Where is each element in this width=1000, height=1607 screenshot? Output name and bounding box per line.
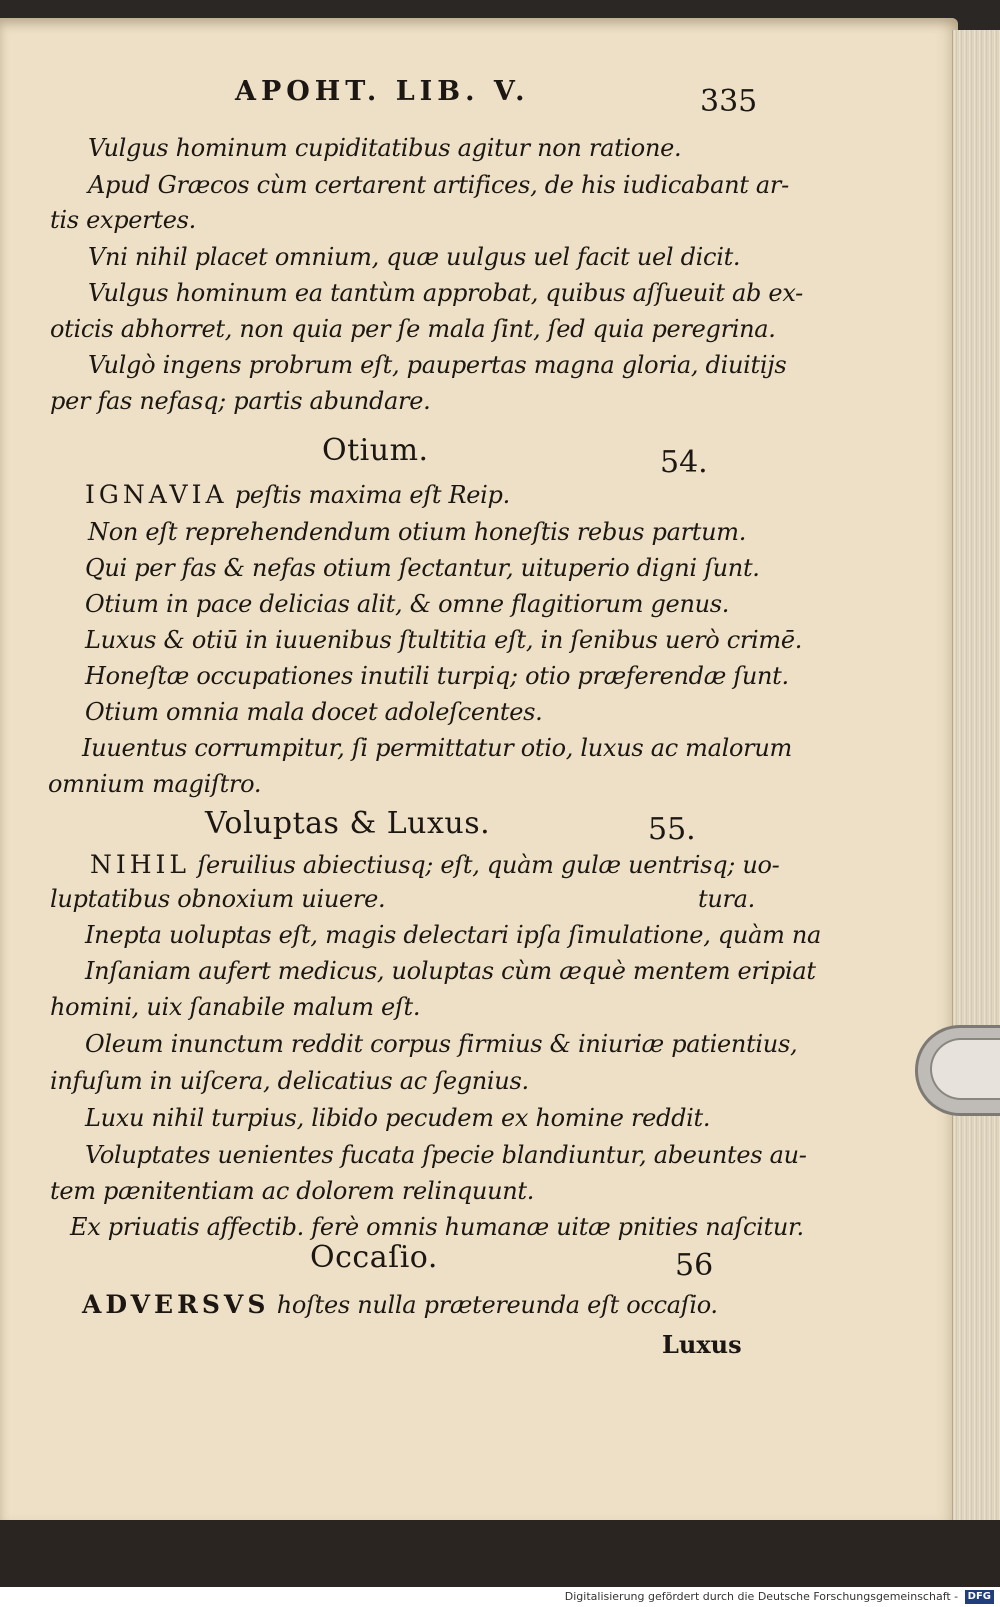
text-line: Vulgò ingens probrum eſt, paupertas magna gloria, diuitijs xyxy=(88,351,787,379)
text-line: Luxu nihil turpius, libido pecudem ex homine reddit. xyxy=(85,1104,711,1132)
section-number: 55. xyxy=(648,812,696,847)
text-line: Qui per fas & nefas otium ſectantur, uituperio digni ſunt. xyxy=(85,554,760,582)
credit-text: Digitalisierung gefördert durch die Deutsche Forschungsgemeinschaft - xyxy=(564,1590,959,1603)
page-number: 335 xyxy=(700,84,758,119)
text-line: Ex priuatis affectib. ferè omnis humanæ uitæ pnities naſcitur. xyxy=(70,1213,804,1241)
text-line: hoſtes nulla prætereunda eſt occaſio. xyxy=(276,1291,718,1319)
section-heading: Otium. xyxy=(322,433,429,468)
section-heading: Occaſio. xyxy=(310,1240,438,1275)
text-line: peſtis maxima eſt Reip. xyxy=(234,481,510,509)
marginal-word: tura. xyxy=(698,885,756,913)
text-line: Vni nihil placet omnium, quæ uulgus uel facit uel dicit. xyxy=(88,243,741,271)
text-line: luptatibus obnoxium uiuere. xyxy=(50,885,386,913)
scan-background xyxy=(0,1520,1000,1587)
page-edges xyxy=(952,30,1000,1520)
text-line: Luxus & otiū in iuuenibus ſtultitia eſt, in ſenibus uerò crimē. xyxy=(85,626,803,654)
text-line: Iuuentus corrumpitur, ſi permittatur otio, luxus ac malorum xyxy=(82,734,792,762)
text-line: Vulgus hominum ea tantùm approbat, quibus aſſueuit ab ex- xyxy=(88,279,803,307)
text-line: per fas nefasq; partis abundare. xyxy=(50,387,431,415)
text-line: Non eſt reprehendendum otium honeſtis rebus partum. xyxy=(88,518,747,546)
text-line: Otium omnia mala docet adoleſcentes. xyxy=(85,698,543,726)
text-line: tis expertes. xyxy=(50,206,196,234)
text-line: Inepta uoluptas eſt, magis delectari ipſa ſimulatione, quàm na xyxy=(85,921,822,949)
text-line: oticis abhorret, non quia per ſe mala ſint, ſed quia peregrina. xyxy=(50,315,776,343)
text-line: tem pænitentiam ac dolorem relinquunt. xyxy=(50,1177,535,1205)
section-heading: Voluptas & Luxus. xyxy=(205,806,491,841)
running-title: APOHT. LIB. V. xyxy=(235,76,530,107)
text-line: homini, uix ſanabile malum eſt. xyxy=(50,993,421,1021)
digitization-credit xyxy=(0,1587,1000,1607)
initial-word: NIHIL xyxy=(90,850,191,879)
text-line: ſeruilius abiectiusq; eſt, quàm gulæ uentrisq; uo- xyxy=(197,851,780,879)
dfg-logo: DFG xyxy=(965,1590,994,1604)
text-line: Otium in pace delicias alit, & omne flagitiorum genus. xyxy=(85,590,730,618)
text-line: Voluptates uenientes fucata ſpecie blandiuntur, abeuntes au- xyxy=(85,1141,807,1169)
text-line: infuſum in uiſcera, delicatius ac ſegnius. xyxy=(50,1067,529,1095)
text-line: Inſaniam aufert medicus, uoluptas cùm æquè mentem eripiat xyxy=(85,957,816,985)
text-line: omnium magiſtro. xyxy=(48,770,262,798)
text-line: Vulgus hominum cupiditatibus agitur non ratione. xyxy=(88,134,682,162)
catchword: Luxus xyxy=(662,1330,742,1359)
initial-word: ADVERSVS xyxy=(82,1290,270,1319)
section-number: 54. xyxy=(660,445,708,480)
text-line: Honeſtæ occupationes inutili turpiq; otio præferendæ ſunt. xyxy=(85,662,789,690)
initial-word: IGNAVIA xyxy=(85,480,228,509)
text-line: Apud Græcos cùm certarent artifices, de his iudicabant ar- xyxy=(88,171,789,199)
section-number: 56 xyxy=(675,1248,714,1283)
text-line: Oleum inunctum reddit corpus firmius & iniuriæ patientius, xyxy=(85,1030,798,1058)
